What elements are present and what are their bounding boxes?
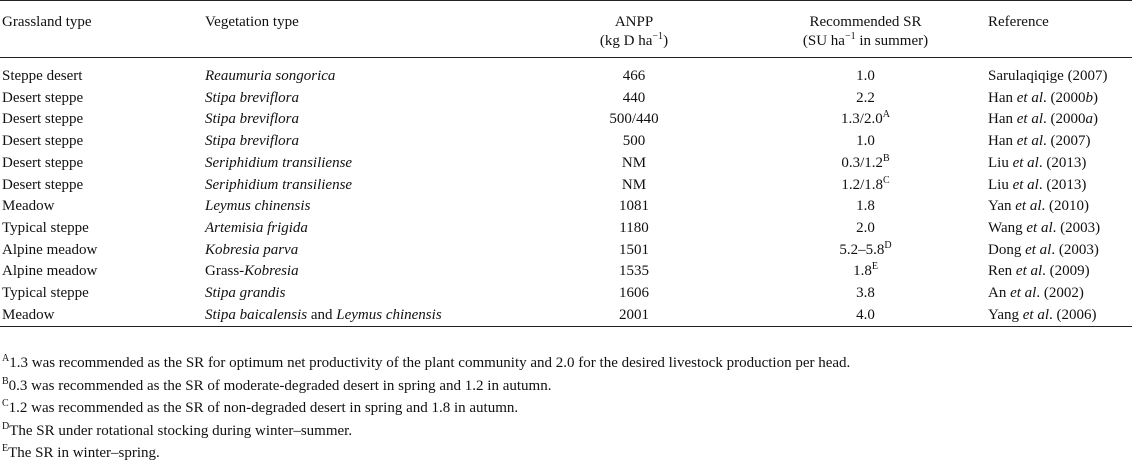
cell-vegetation-type	[205, 218, 525, 240]
ref-author: Wang	[988, 219, 1027, 236]
cell-grassland-type: Steppe desert	[2, 68, 83, 84]
table-row	[0, 283, 1132, 305]
table-row	[0, 153, 1132, 175]
cell-vegetation-type	[205, 175, 525, 197]
cell-vegetation-type	[205, 305, 525, 327]
sr-value: 1.8	[853, 263, 872, 280]
ref-year: . (2000	[1043, 111, 1086, 128]
cell-recommended-sr	[743, 218, 988, 240]
cell-anpp: 1501	[619, 241, 649, 258]
table-row	[0, 58, 1132, 88]
ref-et-al: et al	[1015, 198, 1042, 215]
vegetation-species: Stipa baicalensis	[205, 306, 308, 323]
ref-author: Ren	[988, 263, 1016, 280]
ref-year: . (2006)	[1049, 306, 1097, 323]
cell-vegetation-type	[205, 240, 525, 262]
vegetation-species: Stipa grandis	[205, 285, 286, 302]
cell-recommended-sr	[743, 88, 988, 110]
cell-reference	[988, 240, 1132, 262]
vegetation-species: Leymus chinensis	[205, 198, 311, 215]
footnote	[2, 420, 850, 443]
header-anpp-line1: ANPP	[614, 14, 654, 30]
footnote-mark: A	[2, 353, 10, 364]
cell-recommended-sr	[743, 153, 988, 175]
sr-value: 2.0	[856, 219, 875, 236]
cell-grassland-type: Desert steppe	[2, 89, 84, 106]
vegetation-species: Seriphidium transiliense	[205, 176, 353, 193]
sr-value: 0.3/1.2	[841, 154, 883, 171]
ref-et-al: et al	[1015, 263, 1043, 280]
footnote-mark: C	[2, 398, 9, 409]
table-footnotes	[2, 352, 850, 465]
ref-year: . (2010)	[1041, 198, 1089, 215]
ref-et-al: et al	[1026, 219, 1053, 236]
footnote	[2, 375, 850, 398]
cell-grassland-type: Desert steppe	[2, 176, 84, 193]
ref-et-al: et al	[1016, 89, 1043, 106]
sr-value: 4.0	[856, 306, 875, 323]
vegetation-species-2: Leymus chinensis	[336, 306, 442, 323]
cell-reference	[988, 58, 1132, 88]
cell-vegetation-type	[205, 196, 525, 218]
ref-year: . (2002)	[1036, 285, 1084, 302]
vegetation-species: Kobresia parva	[205, 241, 299, 258]
cell-recommended-sr	[743, 305, 988, 327]
cell-vegetation-type	[205, 58, 525, 88]
ref-year: . (2013)	[1038, 154, 1087, 171]
table-row	[0, 305, 1132, 327]
sr-value: 1.0	[856, 68, 875, 84]
cell-reference	[988, 218, 1132, 240]
cell-recommended-sr	[743, 131, 988, 153]
footnote-text: The SR under rotational stocking during winter–summer.	[9, 422, 353, 439]
cell-grassland-type: Typical steppe	[2, 219, 89, 236]
footnote-text: 1.2 was recommended as the SR of non-degraded desert in spring and 1.8 in autumn.	[8, 400, 519, 416]
cell-recommended-sr	[743, 175, 988, 197]
cell-anpp: 2001	[619, 306, 649, 323]
ref-et-al: et al	[1012, 154, 1039, 171]
vegetation-species: Stipa breviflora	[205, 89, 300, 106]
footnote	[2, 442, 850, 465]
cell-anpp: 1081	[619, 198, 649, 215]
header-vegetation-type: Vegetation type	[205, 14, 299, 30]
cell-grassland-type: Desert steppe	[2, 154, 84, 171]
cell-recommended-sr	[743, 196, 988, 218]
cell-vegetation-type	[205, 283, 525, 305]
footnote-mark: E	[2, 443, 9, 454]
ref-author: Sarulaqiqige (2007)	[988, 68, 1108, 84]
sr-value: 2.2	[856, 89, 875, 106]
header-reference: Reference	[988, 14, 1049, 30]
ref-et-al: et al	[1012, 176, 1039, 193]
ref-et-al: et al	[1016, 133, 1043, 150]
cell-grassland-type: Meadow	[2, 306, 55, 323]
ref-et-al: et al	[1022, 306, 1049, 323]
ref-author: An	[988, 285, 1011, 302]
cell-vegetation-type	[205, 153, 525, 175]
ref-year: . (2007)	[1043, 133, 1091, 150]
footnote	[2, 352, 850, 375]
cell-reference	[988, 261, 1132, 283]
ref-year-close: )	[1093, 111, 1098, 128]
footnote-text: 1.3 was recommended as the SR for optimum net productivity of the plant community and 2.0 for the desired livestock production per head.	[9, 355, 851, 371]
header-sr-line2: (SU $ha^{-1}$ in summer)	[802, 31, 929, 49]
ref-et-al: et al	[1010, 285, 1037, 302]
footnote	[2, 397, 850, 420]
table-header	[0, 1, 1132, 58]
cell-vegetation-type	[205, 131, 525, 153]
ref-et-al: et al	[1025, 241, 1052, 258]
ref-author: Han	[988, 133, 1017, 150]
footnote-mark: D	[2, 420, 10, 432]
cell-anpp: NM	[621, 176, 647, 193]
vegetation-species: Seriphidium transiliense	[205, 154, 353, 171]
sr-value: 3.8	[856, 285, 875, 302]
vegetation-species: Reaumuria songorica	[205, 68, 336, 84]
ref-author: Han	[988, 111, 1017, 128]
ref-author: Liu	[988, 154, 1013, 171]
ref-author: Yan	[988, 198, 1016, 215]
cell-grassland-type: Desert steppe	[2, 111, 84, 128]
cell-recommended-sr	[743, 58, 988, 88]
cell-reference	[988, 109, 1132, 131]
cell-anpp: 500	[622, 133, 646, 150]
cell-reference	[988, 88, 1132, 110]
cell-vegetation-type	[205, 109, 525, 131]
cell-reference	[988, 196, 1132, 218]
footnote-text: The SR in winter–spring.	[8, 445, 160, 461]
ref-year: . (2000	[1043, 89, 1086, 106]
table-row	[0, 218, 1132, 240]
ref-year-suffix: b	[1085, 89, 1093, 106]
cell-vegetation-type	[205, 88, 525, 110]
sr-footnote-mark: B	[883, 152, 890, 164]
table-row	[0, 240, 1132, 262]
table-row	[0, 261, 1132, 283]
cell-anpp: 440	[622, 89, 646, 106]
header-anpp-line2: (kg D $ha^{-1}$)	[599, 31, 669, 49]
vegetation-connector: Grass-	[205, 263, 245, 280]
sr-footnote-mark: C	[883, 174, 890, 186]
ref-year: . (2003)	[1051, 241, 1099, 258]
table-row	[0, 175, 1132, 197]
header-anpp	[525, 1, 743, 58]
cell-grassland-type: Meadow	[2, 198, 55, 215]
sr-footnote-mark: E	[871, 261, 878, 273]
ref-year-suffix: a	[1085, 111, 1093, 128]
table-row	[0, 88, 1132, 110]
cell-grassland-type: Typical steppe	[2, 285, 89, 302]
sr-value: 1.3/2.0	[841, 111, 883, 128]
cell-recommended-sr	[743, 240, 988, 262]
cell-anpp: 1180	[619, 219, 649, 236]
header-sr-line1: Recommended SR	[809, 14, 922, 30]
cell-anpp: 500/440	[609, 111, 659, 128]
cell-reference	[988, 175, 1132, 197]
table-row	[0, 109, 1132, 131]
cell-reference	[988, 283, 1132, 305]
cell-recommended-sr	[743, 261, 988, 283]
cell-recommended-sr	[743, 109, 988, 131]
ref-author: Liu	[988, 176, 1013, 193]
sr-value: 5.2–5.8	[839, 241, 885, 258]
vegetation-species: Stipa breviflora	[205, 133, 300, 150]
cell-reference	[988, 305, 1132, 327]
vegetation-species-2: Kobresia	[244, 263, 299, 280]
cell-reference	[988, 153, 1132, 175]
cell-grassland-type: Alpine meadow	[2, 241, 98, 258]
footnote-mark: B	[2, 375, 9, 387]
cell-grassland-type: Desert steppe	[2, 133, 84, 150]
ref-author: Dong	[988, 241, 1026, 258]
cell-vegetation-type	[205, 261, 525, 283]
sr-footnote-mark: A	[882, 109, 890, 121]
table-body	[0, 58, 1132, 327]
sr-value: 1.0	[856, 133, 875, 150]
sr-footnote-mark: D	[884, 239, 892, 251]
ref-year: . (2003)	[1052, 219, 1101, 236]
ref-author: Yang	[988, 306, 1023, 323]
ref-year: . (2013)	[1038, 176, 1087, 193]
cell-anpp: 466	[622, 68, 646, 84]
cell-recommended-sr	[743, 283, 988, 305]
cell-anpp: 1535	[619, 263, 649, 280]
vegetation-species: Stipa breviflora	[205, 111, 300, 128]
cell-anpp: 1606	[619, 285, 649, 302]
ref-author: Han	[988, 89, 1017, 106]
cell-reference	[988, 131, 1132, 153]
sr-value: 1.2/1.8	[841, 176, 883, 193]
header-grassland-type: Grassland type	[2, 14, 92, 30]
ref-year: . (2009)	[1042, 263, 1090, 280]
cell-anpp: NM	[621, 154, 647, 171]
cell-grassland-type: Alpine meadow	[2, 263, 98, 280]
header-recommended-sr	[743, 1, 988, 58]
table-row	[0, 131, 1132, 153]
sr-value: 1.8	[856, 198, 875, 215]
table-row	[0, 196, 1132, 218]
vegetation-species: Artemisia frigida	[205, 219, 308, 236]
ref-et-al: et al	[1016, 111, 1043, 128]
footnote-text: 0.3 was recommended as the SR of moderate-degraded desert in spring and 1.2 in autumn.	[8, 377, 552, 394]
ref-year-close: )	[1093, 89, 1098, 106]
vegetation-connector: and	[307, 306, 337, 323]
